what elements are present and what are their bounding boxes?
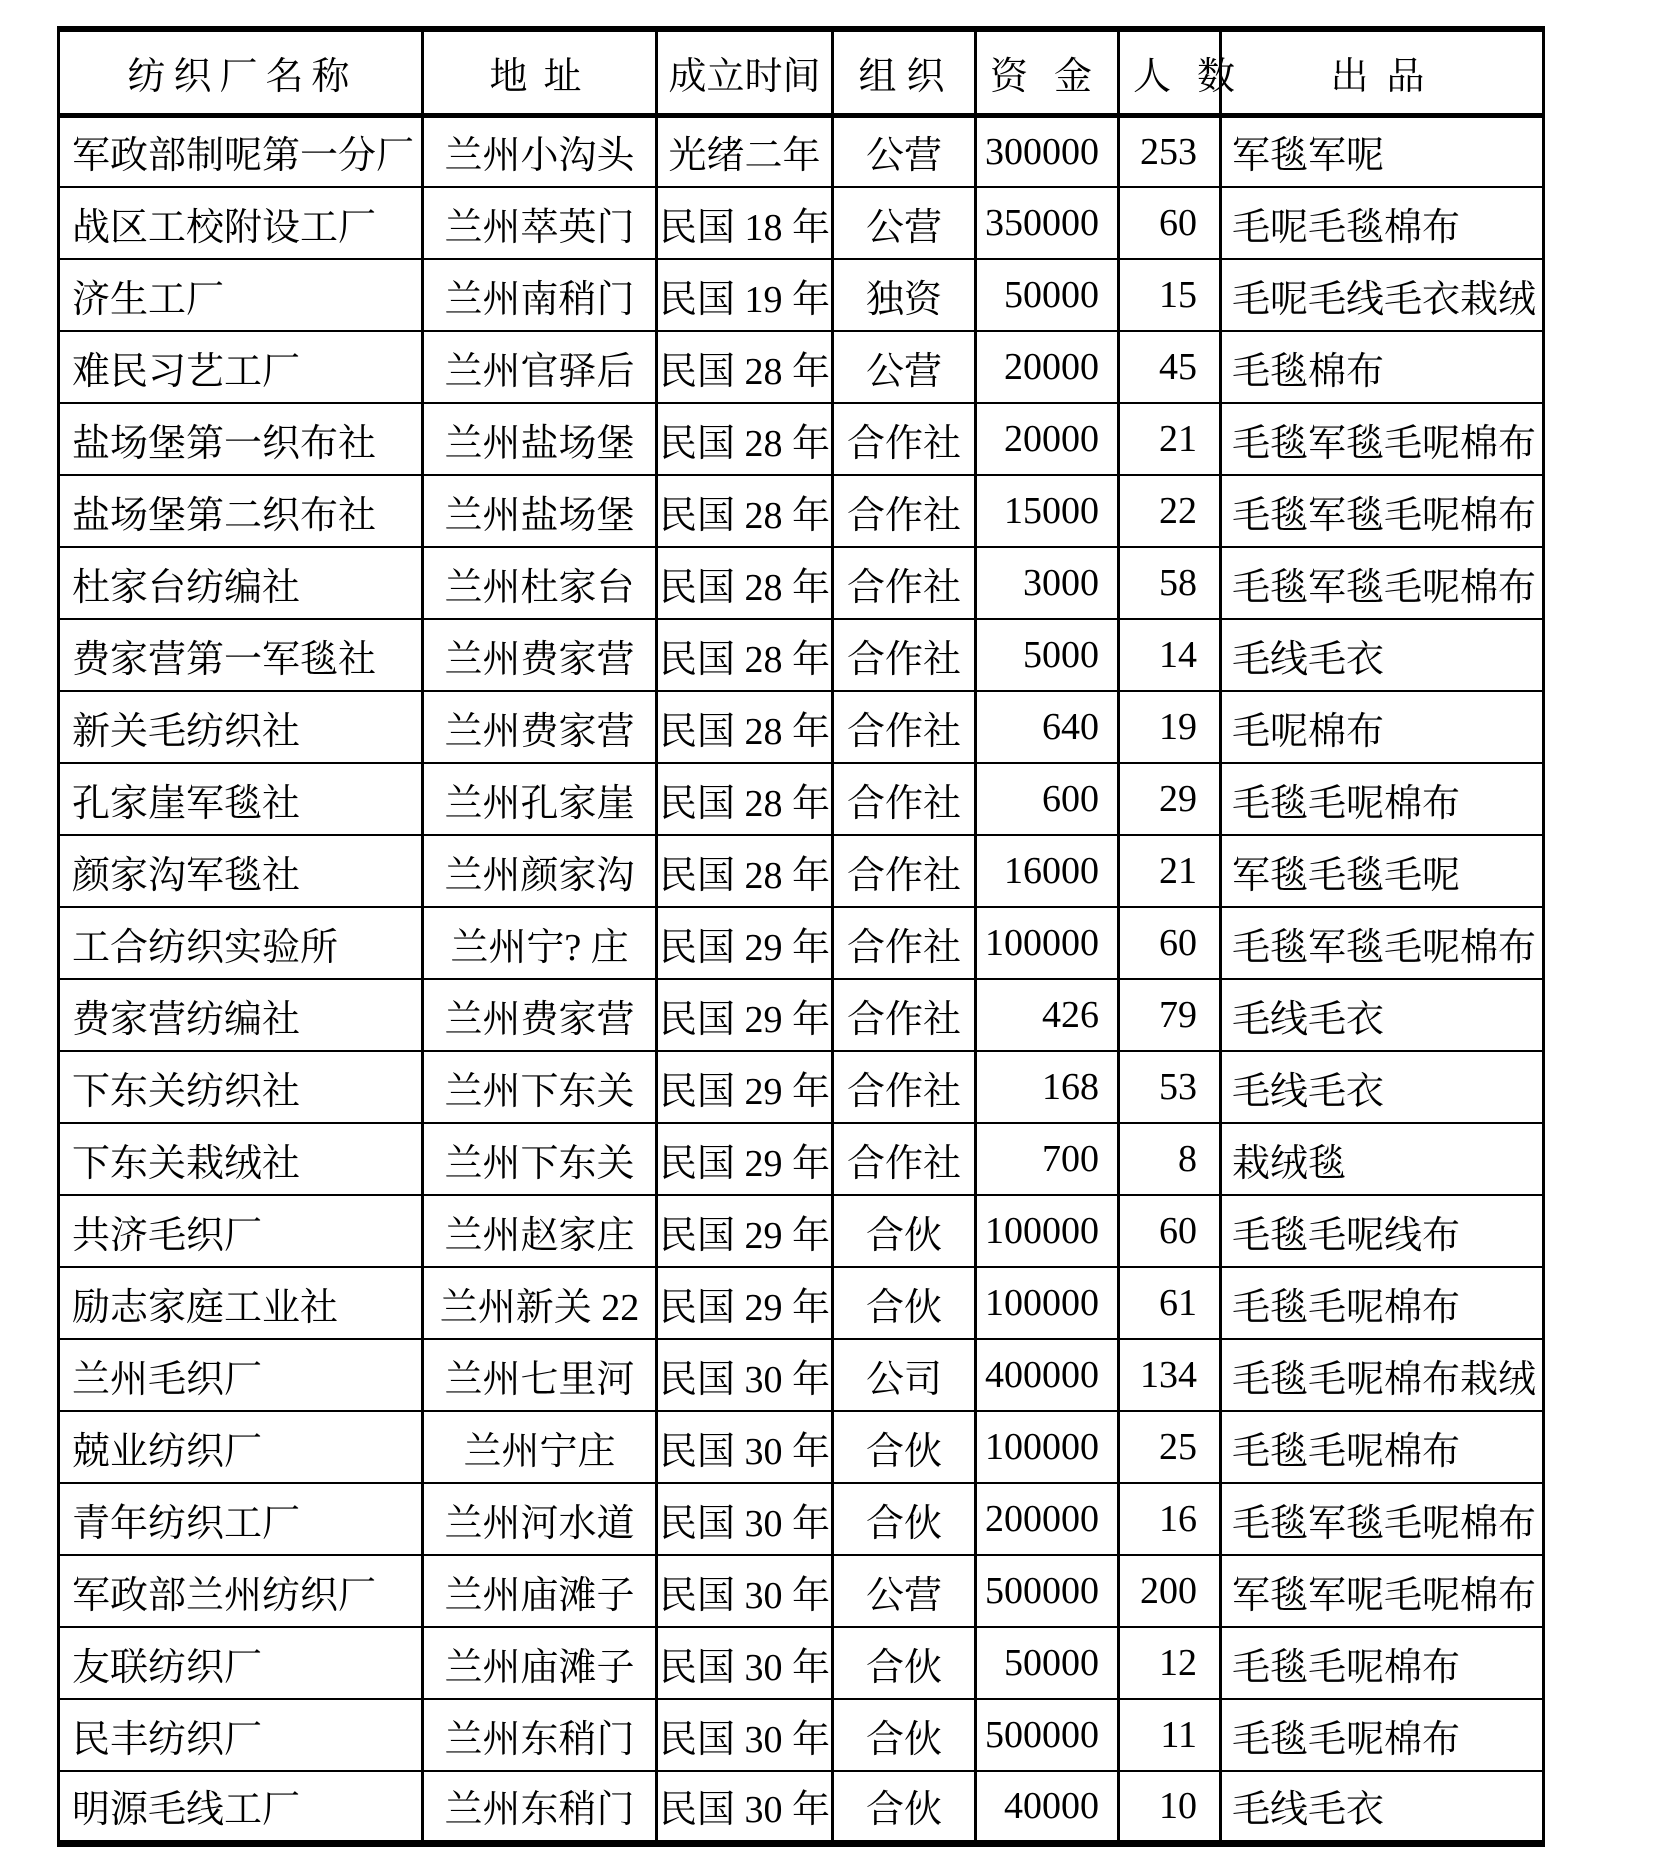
table-cell: 青年纺织工厂 [59,1483,423,1555]
table-cell: 下东关纺织社 [59,1051,423,1123]
table-row [59,835,1544,907]
table-cell: 民国 28 年 [657,763,833,835]
table-cell: 民国 19 年 [657,259,833,331]
table-cell: 100000 [976,1267,1119,1339]
table-cell: 军毯军呢 [1221,115,1544,187]
table-cell: 3000 [976,547,1119,619]
column-header-factory-name: 纺织厂名称 [59,29,423,115]
table-cell: 毛毯毛呢棉布栽绒 [1221,1339,1544,1411]
table-cell: 合伙 [833,1267,976,1339]
table-cell: 毛线毛衣 [1221,619,1544,691]
table-row [59,403,1544,475]
table-cell: 合作社 [833,691,976,763]
table-cell: 兰州费家营 [423,619,657,691]
table-row [59,763,1544,835]
table-row [59,1195,1544,1267]
table-row [59,331,1544,403]
table-cell: 友联纺织厂 [59,1627,423,1699]
table-cell: 民国 29 年 [657,1051,833,1123]
table-cell: 民国 28 年 [657,475,833,547]
table-cell: 战区工校附设工厂 [59,187,423,259]
table-cell: 民国 30 年 [657,1771,833,1843]
table-cell: 民国 28 年 [657,403,833,475]
table-row [59,1339,1544,1411]
table-cell: 民国 28 年 [657,331,833,403]
table-cell: 颜家沟军毯社 [59,835,423,907]
table-cell: 军毯毛毯毛呢 [1221,835,1544,907]
table-cell: 15 [1119,259,1221,331]
table-cell: 12 [1119,1627,1221,1699]
table-cell: 杜家台纺编社 [59,547,423,619]
table-cell: 兰州费家营 [423,979,657,1051]
table-cell: 14 [1119,619,1221,691]
table-cell: 民国 30 年 [657,1339,833,1411]
table-cell: 难民习艺工厂 [59,331,423,403]
table-row [59,619,1544,691]
table-cell: 民国 29 年 [657,907,833,979]
table-cell: 毛毯毛呢棉布 [1221,1699,1544,1771]
table-cell: 共济毛织厂 [59,1195,423,1267]
table-body [59,115,1544,1843]
table-cell: 公营 [833,1555,976,1627]
table-cell: 16000 [976,835,1119,907]
table-cell: 合作社 [833,763,976,835]
table-row [59,475,1544,547]
table-cell: 毛毯毛呢线布 [1221,1195,1544,1267]
table-cell: 134 [1119,1339,1221,1411]
table-cell: 毛毯军毯毛呢棉布 [1221,403,1544,475]
table-cell: 合伙 [833,1627,976,1699]
table-cell: 兰州颜家沟 [423,835,657,907]
table-cell: 孔家崖军毯社 [59,763,423,835]
table-cell: 公司 [833,1339,976,1411]
table-cell: 民国 30 年 [657,1411,833,1483]
table-row [59,691,1544,763]
table-cell: 500000 [976,1555,1119,1627]
table-cell: 合作社 [833,475,976,547]
table-cell: 60 [1119,907,1221,979]
table-cell: 700 [976,1123,1119,1195]
table-cell: 兰州毛织厂 [59,1339,423,1411]
table-cell: 盐场堡第二织布社 [59,475,423,547]
table-cell: 168 [976,1051,1119,1123]
table-cell: 50000 [976,259,1119,331]
table-cell: 民国 28 年 [657,619,833,691]
table-cell: 兰州赵家庄 [423,1195,657,1267]
table-cell: 61 [1119,1267,1221,1339]
table-cell: 兰州盐场堡 [423,475,657,547]
table-cell: 励志家庭工业社 [59,1267,423,1339]
table-cell: 426 [976,979,1119,1051]
table-row [59,1555,1544,1627]
table-cell: 兰州南稍门 [423,259,657,331]
table-cell: 350000 [976,187,1119,259]
table-cell: 合作社 [833,1051,976,1123]
table-row [59,979,1544,1051]
table-cell: 兰州宁庄 [423,1411,657,1483]
table-cell: 下东关栽绒社 [59,1123,423,1195]
table-cell: 兰州盐场堡 [423,403,657,475]
table-cell: 民丰纺织厂 [59,1699,423,1771]
table-cell: 兰州下东关 [423,1123,657,1195]
table-cell: 19 [1119,691,1221,763]
table-cell: 300000 [976,115,1119,187]
table-cell: 11 [1119,1699,1221,1771]
table-cell: 军政部兰州纺织厂 [59,1555,423,1627]
table-cell: 毛呢棉布 [1221,691,1544,763]
table-cell: 合伙 [833,1195,976,1267]
table-cell: 15000 [976,475,1119,547]
table-cell: 毛呢毛线毛衣栽绒 [1221,259,1544,331]
table-row [59,1123,1544,1195]
table-cell: 100000 [976,907,1119,979]
table-row [59,1699,1544,1771]
table-cell: 费家营纺编社 [59,979,423,1051]
table-cell: 22 [1119,475,1221,547]
table-cell: 民国 30 年 [657,1699,833,1771]
table-cell: 20000 [976,331,1119,403]
table-cell: 合作社 [833,619,976,691]
table-row [59,1411,1544,1483]
table-cell: 兰州萃英门 [423,187,657,259]
table-cell: 独资 [833,259,976,331]
table-cell: 民国 30 年 [657,1483,833,1555]
table-cell: 兰州小沟头 [423,115,657,187]
table-cell: 21 [1119,403,1221,475]
table-row [59,1771,1544,1843]
table-cell: 盐场堡第一织布社 [59,403,423,475]
table-cell: 500000 [976,1699,1119,1771]
table-cell: 毛呢毛毯棉布 [1221,187,1544,259]
table-cell: 5000 [976,619,1119,691]
table-cell: 毛毯毛呢棉布 [1221,1267,1544,1339]
table-cell: 军毯军呢毛呢棉布 [1221,1555,1544,1627]
table-cell: 合作社 [833,907,976,979]
table-cell: 合伙 [833,1411,976,1483]
table-cell: 毛毯棉布 [1221,331,1544,403]
table-cell: 民国 18 年 [657,187,833,259]
table-cell: 600 [976,763,1119,835]
table-cell: 50000 [976,1627,1119,1699]
table-cell: 毛毯军毯毛呢棉布 [1221,1483,1544,1555]
table-cell: 25 [1119,1411,1221,1483]
table-cell: 253 [1119,115,1221,187]
table-cell: 10 [1119,1771,1221,1843]
table-row [59,259,1544,331]
table-cell: 合作社 [833,1123,976,1195]
header-row [59,29,1544,115]
table-cell: 兰州费家营 [423,691,657,763]
table-cell: 毛毯毛呢棉布 [1221,1411,1544,1483]
table-cell: 工合纺织实验所 [59,907,423,979]
table-cell: 民国 29 年 [657,1123,833,1195]
column-header-address: 地址 [423,29,657,115]
table-cell: 兰州宁? 庄 [423,907,657,979]
table-cell: 民国 29 年 [657,1195,833,1267]
table-row [59,115,1544,187]
table-row [59,1051,1544,1123]
table-cell: 民国 28 年 [657,835,833,907]
table-cell: 明源毛线工厂 [59,1771,423,1843]
column-header-founded-date: 成立时间 [657,29,833,115]
table-cell: 40000 [976,1771,1119,1843]
table-cell: 公营 [833,115,976,187]
table-cell: 兰州河水道 [423,1483,657,1555]
table-row [59,1627,1544,1699]
table-cell: 毛毯毛呢棉布 [1221,1627,1544,1699]
table-cell: 20000 [976,403,1119,475]
table-cell: 毛毯军毯毛呢棉布 [1221,547,1544,619]
table-cell: 29 [1119,763,1221,835]
table-cell: 合伙 [833,1699,976,1771]
table-cell: 60 [1119,187,1221,259]
table-cell: 58 [1119,547,1221,619]
table-cell: 民国 28 年 [657,691,833,763]
table-cell: 毛毯毛呢棉布 [1221,763,1544,835]
table-cell: 费家营第一军毯社 [59,619,423,691]
table-cell: 60 [1119,1195,1221,1267]
column-header-capital: 资金 [976,29,1119,115]
table-cell: 民国 28 年 [657,547,833,619]
table-cell: 毛线毛衣 [1221,1051,1544,1123]
table-row [59,907,1544,979]
table-cell: 合伙 [833,1483,976,1555]
table-cell: 民国 30 年 [657,1555,833,1627]
table-cell: 53 [1119,1051,1221,1123]
table-cell: 民国 29 年 [657,979,833,1051]
table-cell: 兰州七里河 [423,1339,657,1411]
table-cell: 100000 [976,1411,1119,1483]
table-cell: 兰州庙滩子 [423,1627,657,1699]
table-cell: 16 [1119,1483,1221,1555]
table-cell: 21 [1119,835,1221,907]
table-cell: 栽绒毯 [1221,1123,1544,1195]
table-cell: 公营 [833,187,976,259]
table-cell: 兰州孔家崖 [423,763,657,835]
table-cell: 毛线毛衣 [1221,979,1544,1051]
table-cell: 兰州官驿后 [423,331,657,403]
table-cell: 合作社 [833,547,976,619]
table-cell: 兰州新关 22 [423,1267,657,1339]
table-cell: 光绪二年 [657,115,833,187]
table-cell: 100000 [976,1195,1119,1267]
table-cell: 79 [1119,979,1221,1051]
table-row [59,1483,1544,1555]
table-cell: 兢业纺织厂 [59,1411,423,1483]
table-cell: 兰州下东关 [423,1051,657,1123]
column-header-headcount: 人数 [1119,29,1221,115]
table-cell: 毛毯军毯毛呢棉布 [1221,475,1544,547]
column-header-products: 出品 [1221,29,1544,115]
textile-factories-table [57,26,1545,1847]
table-cell: 毛线毛衣 [1221,1771,1544,1843]
column-header-organization: 组织 [833,29,976,115]
table-cell: 400000 [976,1339,1119,1411]
table-cell: 民国 29 年 [657,1267,833,1339]
table-cell: 兰州东稍门 [423,1699,657,1771]
table-cell: 45 [1119,331,1221,403]
table-cell: 合伙 [833,1771,976,1843]
table-cell: 8 [1119,1123,1221,1195]
table-cell: 合作社 [833,403,976,475]
table-cell: 济生工厂 [59,259,423,331]
table-cell: 合作社 [833,835,976,907]
table-cell: 200 [1119,1555,1221,1627]
table-cell: 640 [976,691,1119,763]
table-cell: 兰州庙滩子 [423,1555,657,1627]
table-cell: 新关毛纺织社 [59,691,423,763]
table-row [59,1267,1544,1339]
table-cell: 民国 30 年 [657,1627,833,1699]
table-cell: 兰州东稍门 [423,1771,657,1843]
table-cell: 军政部制呢第一分厂 [59,115,423,187]
table-cell: 200000 [976,1483,1119,1555]
table-cell: 毛毯军毯毛呢棉布 [1221,907,1544,979]
table-row [59,547,1544,619]
table-cell: 兰州杜家台 [423,547,657,619]
table-row [59,187,1544,259]
table-cell: 合作社 [833,979,976,1051]
table-cell: 公营 [833,331,976,403]
